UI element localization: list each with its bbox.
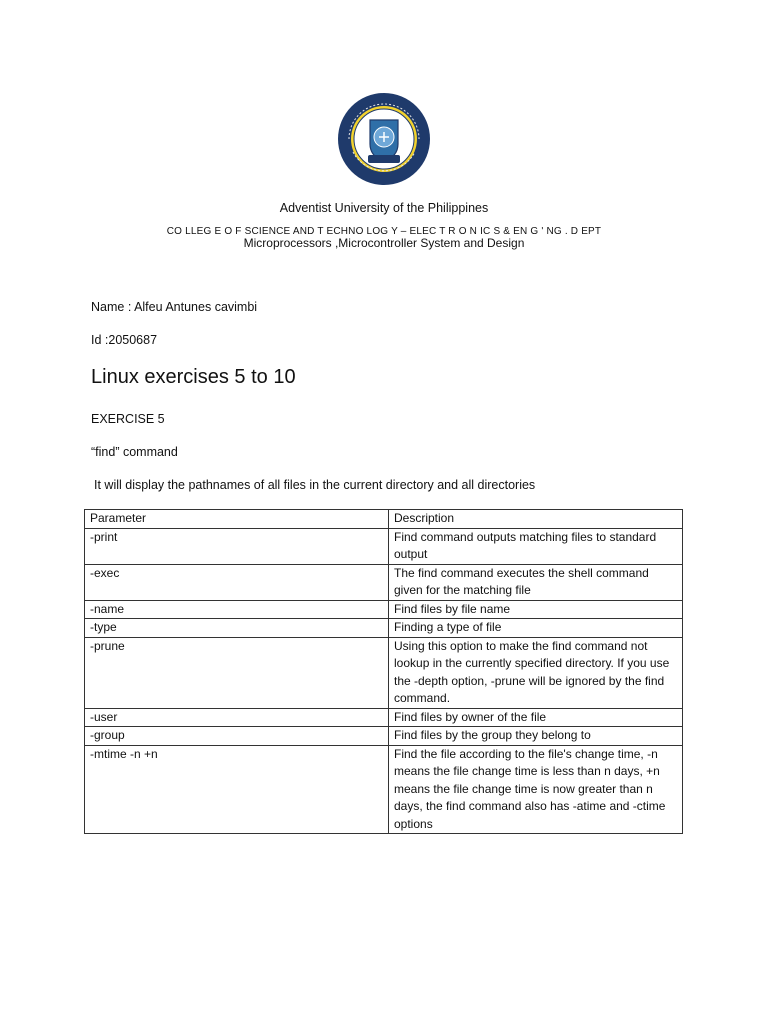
- table-row: [85, 637, 683, 708]
- intro-text: It will display the pathnames of all files in the current directory and all directories: [94, 478, 536, 492]
- table-row: [85, 745, 683, 834]
- course-title: Microprocessors ,Microcontroller System and Design: [243, 236, 525, 250]
- desc-cell: Find files by file name: [389, 600, 683, 619]
- parameters-table: [84, 509, 683, 834]
- table-row: [85, 564, 683, 600]
- university-seal-logo: [337, 92, 431, 186]
- desc-cell: Find command outputs matching files to standard output: [389, 528, 683, 564]
- table-header-row: [85, 510, 683, 529]
- param-cell: -prune: [85, 637, 389, 708]
- desc-cell: Using this option to make the find command not lookup in the currently specified directory. If you use the -depth option, -prune will be ignored by the find command.: [389, 637, 683, 708]
- column-header-description: Description: [389, 510, 683, 529]
- exercise-heading: EXERCISE 5: [91, 412, 165, 426]
- table-row: [85, 528, 683, 564]
- param-cell: -user: [85, 708, 389, 727]
- column-header-parameter: Parameter: [85, 510, 389, 529]
- university-name: Adventist University of the Philippines: [279, 201, 489, 215]
- desc-cell: Find the file according to the file's change time, -n means the file change time is less than n days, +n means the file change time is now greater than n days, the find command also has -atime and -ctime options: [389, 745, 683, 834]
- desc-cell: The find command executes the shell command given for the matching file: [389, 564, 683, 600]
- document-title: Linux exercises 5 to 10: [91, 366, 296, 388]
- desc-cell: Find files by the group they belong to: [389, 727, 683, 746]
- student-id: Id :2050687: [91, 333, 158, 347]
- param-cell: -print: [85, 528, 389, 564]
- table-row: [85, 708, 683, 727]
- desc-cell: Find files by owner of the file: [389, 708, 683, 727]
- table-row: [85, 619, 683, 638]
- table-row: [85, 600, 683, 619]
- param-cell: -group: [85, 727, 389, 746]
- command-heading: “find” command: [91, 445, 178, 459]
- param-cell: -exec: [85, 564, 389, 600]
- student-name: Name : Alfeu Antunes cavimbi: [91, 300, 258, 314]
- param-cell: -name: [85, 600, 389, 619]
- college-department: CO LLEG E O F SCIENCE AND T ECHNO LOG Y – ELEC T R O N IC S & EN G ' NG . D EPT: [166, 226, 602, 237]
- param-cell: -mtime -n +n: [85, 745, 389, 834]
- desc-cell: Finding a type of file: [389, 619, 683, 638]
- table-row: [85, 727, 683, 746]
- param-cell: -type: [85, 619, 389, 638]
